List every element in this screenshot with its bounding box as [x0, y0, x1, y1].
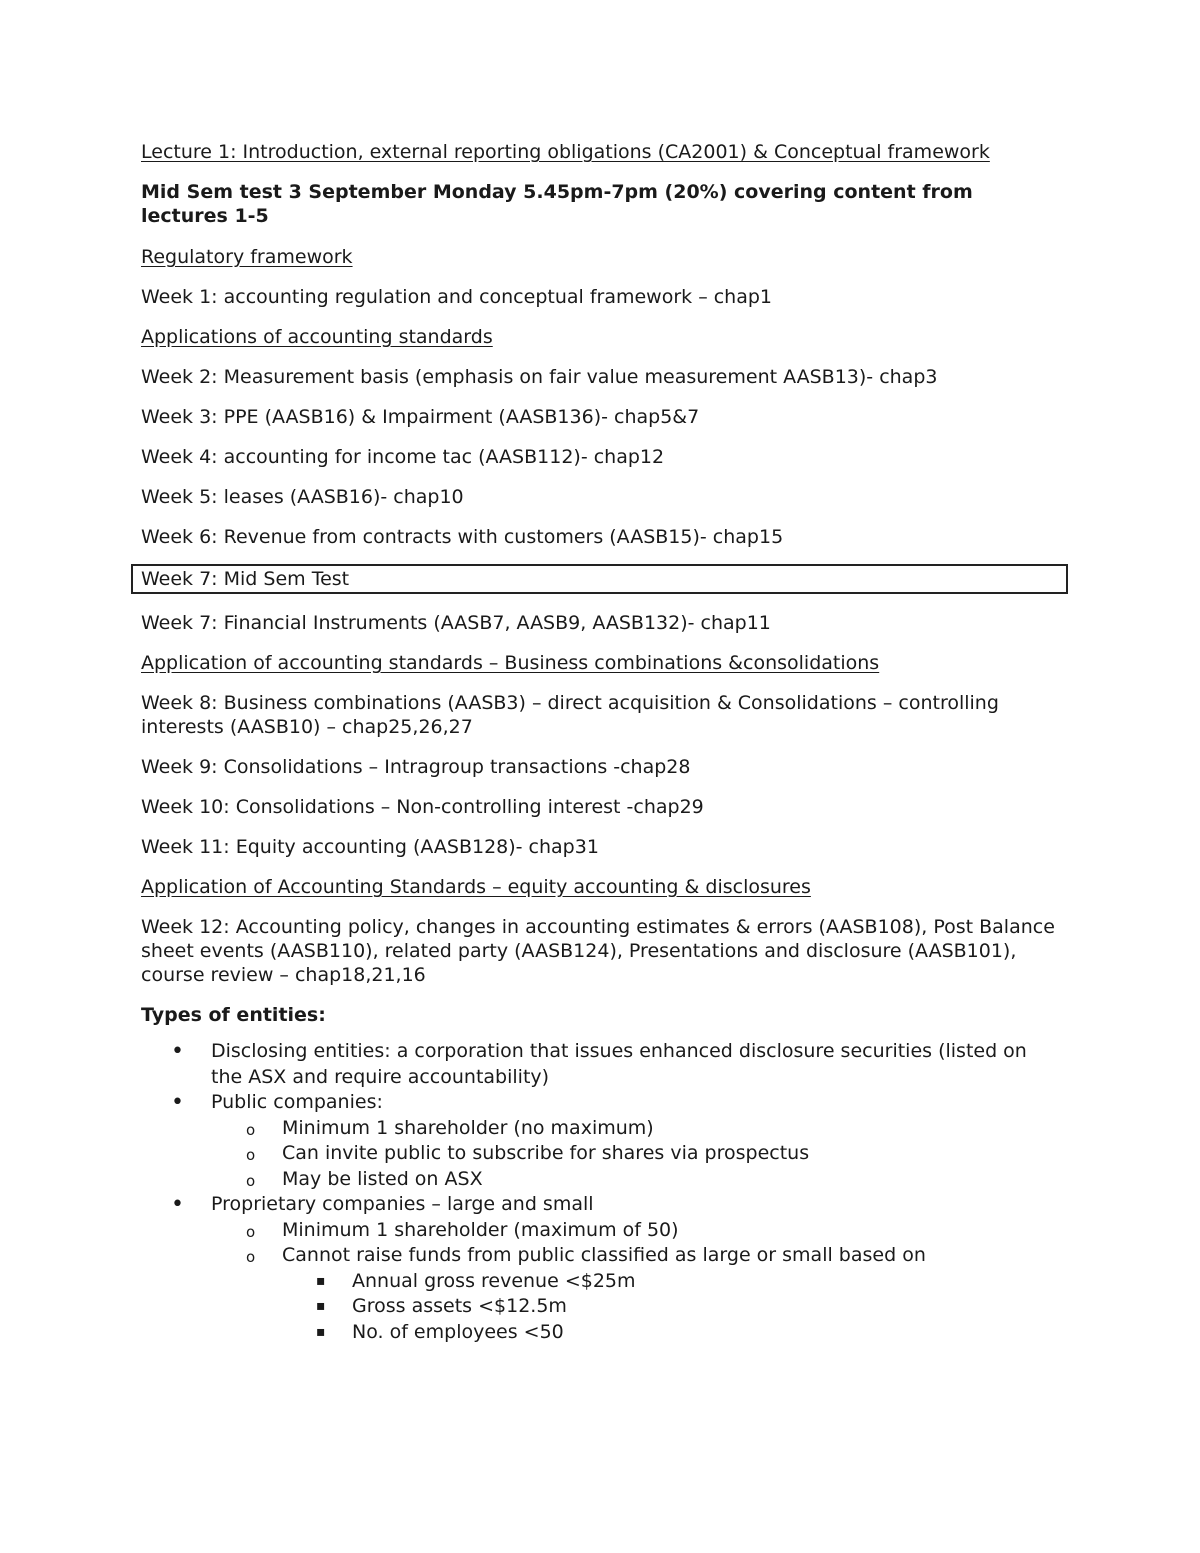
list-item-criteria-1: ▪ Annual gross revenue <$25m [141, 1269, 1061, 1295]
list-item-prop-2: o Cannot raise funds from public classified as large or small based on [141, 1243, 1061, 1269]
midsem-notice: Mid Sem test 3 September Monday 5.45pm-7pm (20%) covering content from lectures 1-5 [141, 181, 973, 227]
section-business-combinations: Application of accounting standards – Business combinations &consolidations [141, 652, 880, 674]
entities-heading: Types of entities: [141, 1004, 326, 1026]
week-8: Week 8: Business combinations (AASB3) – direct acquisition & Consolidations – controlling interests (AASB10) – chap25,26,27 [141, 692, 999, 738]
section-equity-accounting: Application of Accounting Standards – equity accounting & disclosures [141, 876, 811, 898]
section-regulatory: Regulatory framework [141, 246, 353, 268]
week-1: Week 1: accounting regulation and conceptual framework – chap1 [141, 286, 773, 308]
list-item-criteria-3: ▪ No. of employees <50 [141, 1320, 1061, 1346]
week-2: Week 2: Measurement basis (emphasis on fair value measurement AASB13)- chap3 [141, 366, 938, 388]
list-item-proprietary: • Proprietary companies – large and small [141, 1192, 1061, 1218]
week-11: Week 11: Equity accounting (AASB128)- chap31 [141, 836, 599, 858]
list-item-disclosing: • Disclosing entities: a corporation that issues enhanced disclosure securities (listed on the ASX and require accountability) [141, 1039, 1061, 1090]
week-5: Week 5: leases (AASB16)- chap10 [141, 486, 464, 508]
week-4: Week 4: accounting for income tac (AASB112)- chap12 [141, 446, 665, 468]
week-3: Week 3: PPE (AASB16) & Impairment (AASB136)- chap5&7 [141, 406, 700, 428]
section-applications: Applications of accounting standards [141, 326, 493, 348]
document-page [141, 140, 1061, 1345]
week-9: Week 9: Consolidations – Intragroup transactions -chap28 [141, 756, 691, 778]
week-6: Week 6: Revenue from contracts with customers (AASB15)- chap15 [141, 526, 784, 548]
list-item-criteria-2: ▪ Gross assets <$12.5m [141, 1294, 1061, 1320]
list-item-public: • Public companies: [141, 1090, 1061, 1116]
entities-list [141, 1039, 1061, 1345]
list-item-public-3: o May be listed on ASX [141, 1167, 1061, 1193]
list-item-prop-1: o Minimum 1 shareholder (maximum of 50) [141, 1218, 1061, 1244]
week-12: Week 12: Accounting policy, changes in accounting estimates & errors (AASB108), Post Balance sheet events (AASB110), related party (AASB124), Presentations and disclosure (AASB101), course review – chap18,21,16 [141, 916, 1055, 986]
week-10: Week 10: Consolidations – Non-controlling interest -chap29 [141, 796, 704, 818]
list-item-public-2: o Can invite public to subscribe for shares via prospectus [141, 1141, 1061, 1167]
week-7-midsem-box: Week 7: Mid Sem Test [131, 564, 1068, 594]
list-item-public-1: o Minimum 1 shareholder (no maximum) [141, 1116, 1061, 1142]
lecture-title: Lecture 1: Introduction, external reporting obligations (CA2001) & Conceptual framework [141, 141, 990, 163]
week-7: Week 7: Financial Instruments (AASB7, AASB9, AASB132)- chap11 [141, 612, 771, 634]
